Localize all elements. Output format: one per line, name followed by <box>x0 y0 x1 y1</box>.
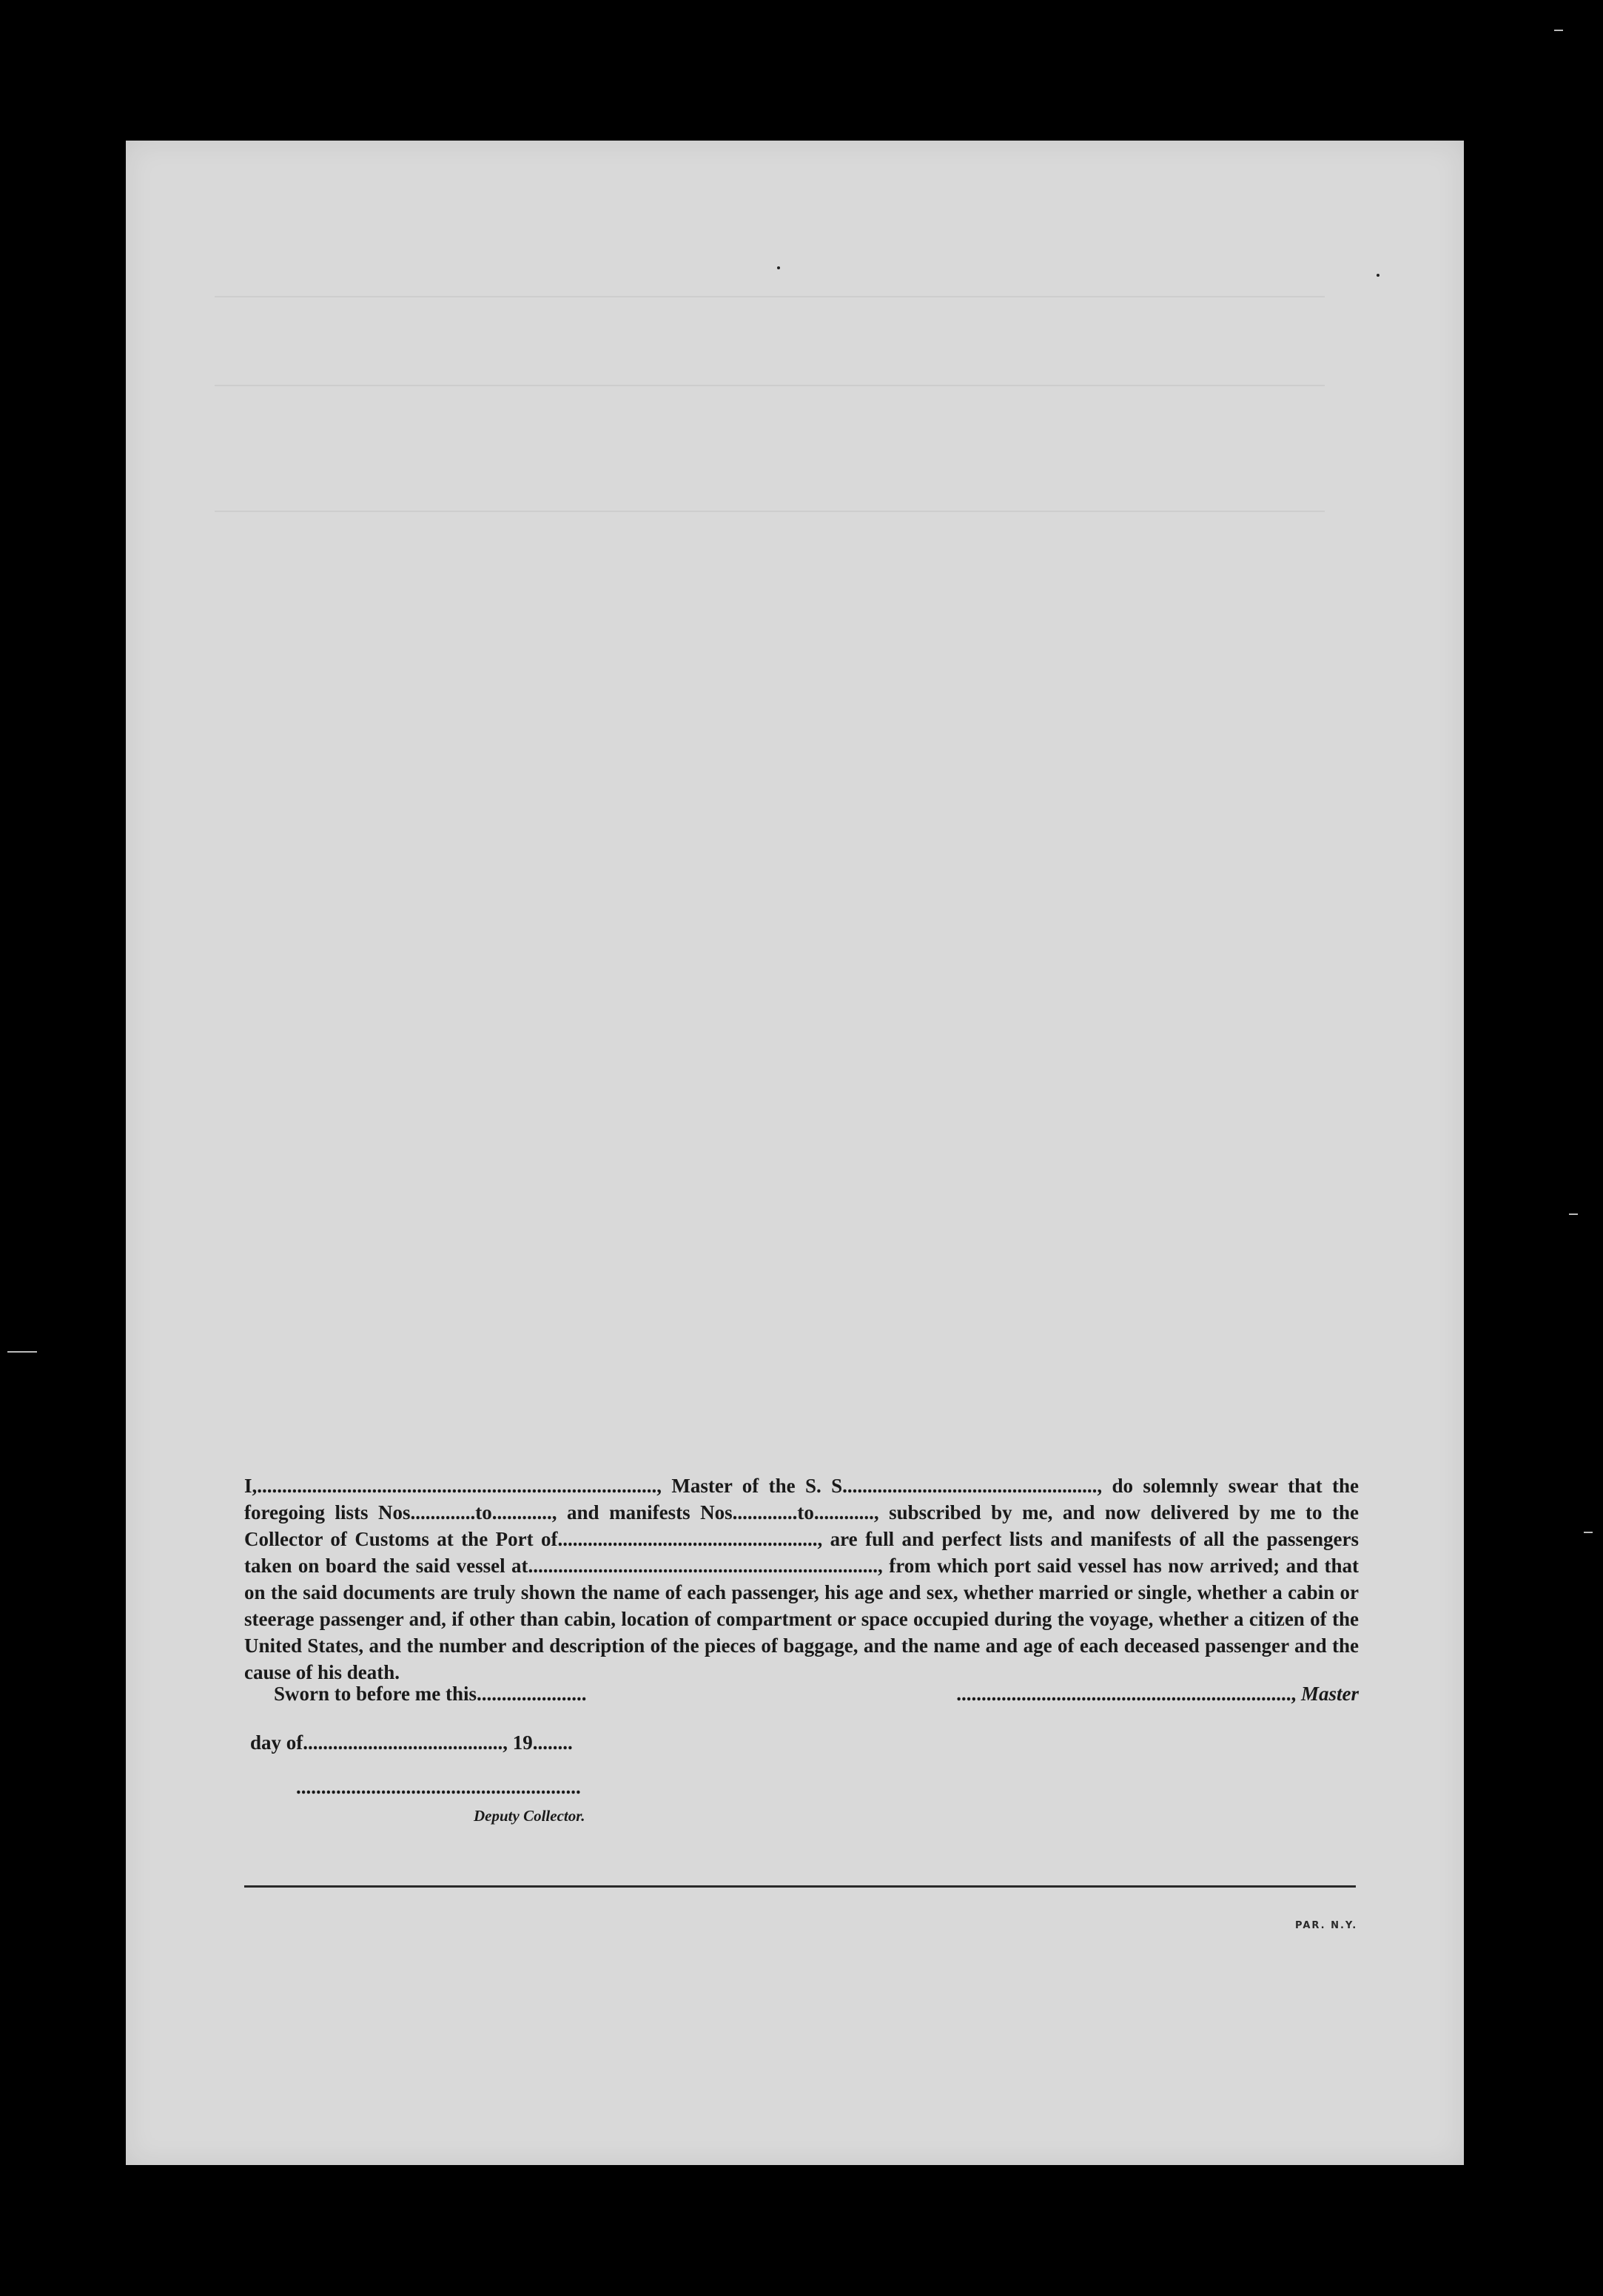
master-oath-paragraph <box>244 1472 1359 1686</box>
deputy-collector-label: Deputy Collector. <box>474 1807 585 1825</box>
bleed-through-line <box>215 385 1325 386</box>
master-label: Master <box>1300 1683 1359 1705</box>
oath-text: I,................................................................................, Master of the S. S..................................................., do solemnly swear that the foregoing lists Nos.............to............, and manifests Nos.............to............, subscribed by me, and now delivered by me to the Collector of Customs at the Port of...................................................., are full and perfect lists and manifests of all the passengers taken on board the said vessel at......................................................................, from which port said vessel has now arrived; and that on the said documents are truly shown the name of each passenger, his age and sex, whether married or single, whether a cabin or steerage passenger and, if other than cabin, location of compartment or space occupied during the voyage, whether a citizen of the United States, and the number and description of the pieces of baggage, and the name and age of each deceased passenger and the cause of his death. <box>244 1475 1359 1683</box>
paper-speck <box>1377 274 1379 277</box>
scan-edge-mark <box>7 1351 37 1353</box>
horizontal-rule <box>244 1885 1356 1888</box>
master-signature-dots: ..................................................................., <box>956 1683 1301 1705</box>
date-line: day of........................................, 19........ <box>250 1731 573 1754</box>
master-signature-line <box>903 1683 1359 1706</box>
deputy-signature-dots: ......................................................... <box>296 1776 581 1798</box>
bleed-through-line <box>215 296 1325 297</box>
scan-edge-mark <box>1584 1532 1593 1533</box>
paper-speck <box>777 266 780 269</box>
document-page <box>126 141 1464 2165</box>
sworn-before-line: Sworn to before me this...................... <box>274 1683 587 1705</box>
bleed-through-line <box>215 511 1325 512</box>
scan-edge-mark <box>1554 30 1563 31</box>
scan-edge-mark <box>1569 1213 1578 1215</box>
printer-mark: PAR. N.Y. <box>1295 1920 1358 1931</box>
